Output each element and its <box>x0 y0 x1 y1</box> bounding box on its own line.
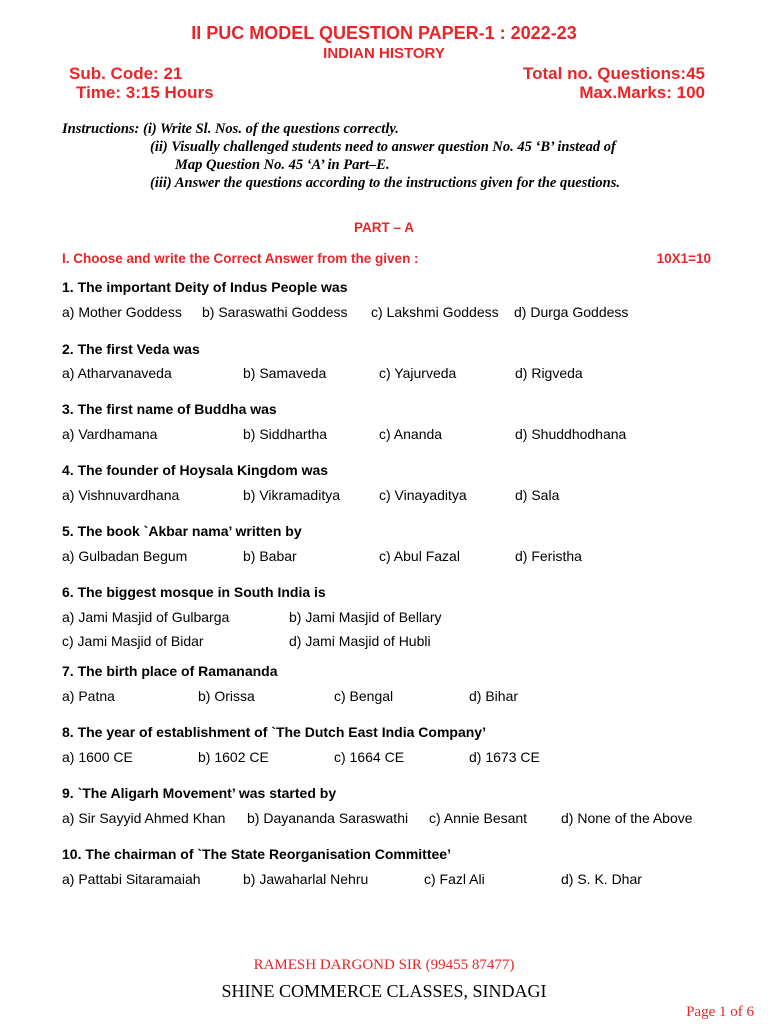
option-8c: c) 1664 CE <box>334 749 405 765</box>
option-4b: b) Vikramaditya <box>243 487 341 503</box>
option-7b: b) Orissa <box>198 688 255 704</box>
option-6b: b) Jami Masjid of Bellary <box>289 609 442 625</box>
question-4: 4. The founder of Hoysala Kingdom was <box>62 462 329 478</box>
option-5a: a) Gulbadan Begum <box>62 548 188 564</box>
option-2c: c) Yajurveda <box>379 365 457 381</box>
question-2: 2. The first Veda was <box>62 341 200 357</box>
page-number: Page 1 of 6 <box>686 1004 754 1020</box>
option-1c: c) Lakshmi Goddess <box>371 304 499 320</box>
option-3d: d) Shuddhodhana <box>515 426 627 442</box>
option-4d: d) Sala <box>515 487 560 503</box>
paper-title: II PUC MODEL QUESTION PAPER-1 : 2022-23 <box>191 23 577 43</box>
question-6: 6. The biggest mosque in South India is <box>62 584 326 600</box>
option-9b: b) Dayananda Saraswathi <box>247 810 409 826</box>
section-label: I. Choose and write the Correct Answer from the given : <box>62 251 419 266</box>
option-6d: d) Jami Masjid of Hubli <box>289 633 431 649</box>
option-8b: b) 1602 CE <box>198 749 269 765</box>
option-10a: a) Pattabi Sitaramaiah <box>62 871 201 887</box>
exam-time: Time: 3:15 Hours <box>76 83 214 102</box>
option-7d: d) Bihar <box>469 688 519 704</box>
question-1: 1. The important Deity of Indus People was <box>62 279 348 295</box>
question-10: 10. The chairman of `The State Reorganisation Committee’ <box>62 846 451 862</box>
sub-code: Sub. Code: 21 <box>69 64 183 83</box>
option-2a: a) Atharvanaveda <box>62 365 172 381</box>
instruction-2a: (ii) Visually challenged students need to answer question No. 45 ‘B’ instead of <box>150 139 616 155</box>
max-marks: Max.Marks: 100 <box>579 83 705 102</box>
footer-author: RAMESH DARGOND SIR (99455 87477) <box>253 957 515 973</box>
option-2d: d) Rigveda <box>515 365 583 381</box>
option-9a: a) Sir Sayyid Ahmed Khan <box>62 810 226 826</box>
option-6a: a) Jami Masjid of Gulbarga <box>62 609 230 625</box>
subject-title: INDIAN HISTORY <box>323 45 445 62</box>
option-7a: a) Patna <box>62 688 115 704</box>
instruction-3: (iii) Answer the questions according to the instructions given for the questions. <box>150 175 620 191</box>
option-4c: c) Vinayaditya <box>379 487 467 503</box>
option-5d: d) Feristha <box>515 548 582 564</box>
option-9c: c) Annie Besant <box>429 810 528 826</box>
option-8d: d) 1673 CE <box>469 749 540 765</box>
instruction-1: Instructions: (i) Write Sl. Nos. of the questions correctly. <box>62 121 399 137</box>
option-4a: a) Vishnuvardhana <box>62 487 180 503</box>
option-7c: c) Bengal <box>334 688 394 704</box>
section-marks: 10X1=10 <box>656 251 711 266</box>
question-9: 9. `The Aligarh Movement’ was started by <box>62 785 337 801</box>
option-5c: c) Abul Fazal <box>379 548 460 564</box>
question-7: 7. The birth place of Ramananda <box>62 663 278 679</box>
option-10b: b) Jawaharlal Nehru <box>243 871 369 887</box>
footer-institute: SHINE COMMERCE CLASSES, SINDAGI <box>221 981 547 1001</box>
option-2b: b) Samaveda <box>243 365 327 381</box>
part-heading: PART – A <box>353 220 414 235</box>
option-1b: b) Saraswathi Goddess <box>202 304 348 320</box>
option-10c: c) Fazl Ali <box>424 871 485 887</box>
question-5: 5. The book `Akbar nama’ written by <box>62 523 302 539</box>
total-questions: Total no. Questions:45 <box>523 64 705 83</box>
option-6c: c) Jami Masjid of Bidar <box>62 633 204 649</box>
instruction-2b: Map Question No. 45 ‘A’ in Part–E. <box>175 157 390 173</box>
option-1a: a) Mother Goddess <box>62 304 182 320</box>
option-8a: a) 1600 CE <box>62 749 133 765</box>
option-3b: b) Siddhartha <box>243 426 328 442</box>
question-3: 3. The first name of Buddha was <box>62 401 277 417</box>
option-3c: c) Ananda <box>379 426 443 442</box>
option-10d: d) S. K. Dhar <box>561 871 642 887</box>
option-3a: a) Vardhamana <box>62 426 158 442</box>
option-9d: d) None of the Above <box>561 810 693 826</box>
option-1d: d) Durga Goddess <box>514 304 629 320</box>
question-8: 8. The year of establishment of `The Dutch East India Company’ <box>62 724 486 740</box>
option-5b: b) Babar <box>243 548 297 564</box>
